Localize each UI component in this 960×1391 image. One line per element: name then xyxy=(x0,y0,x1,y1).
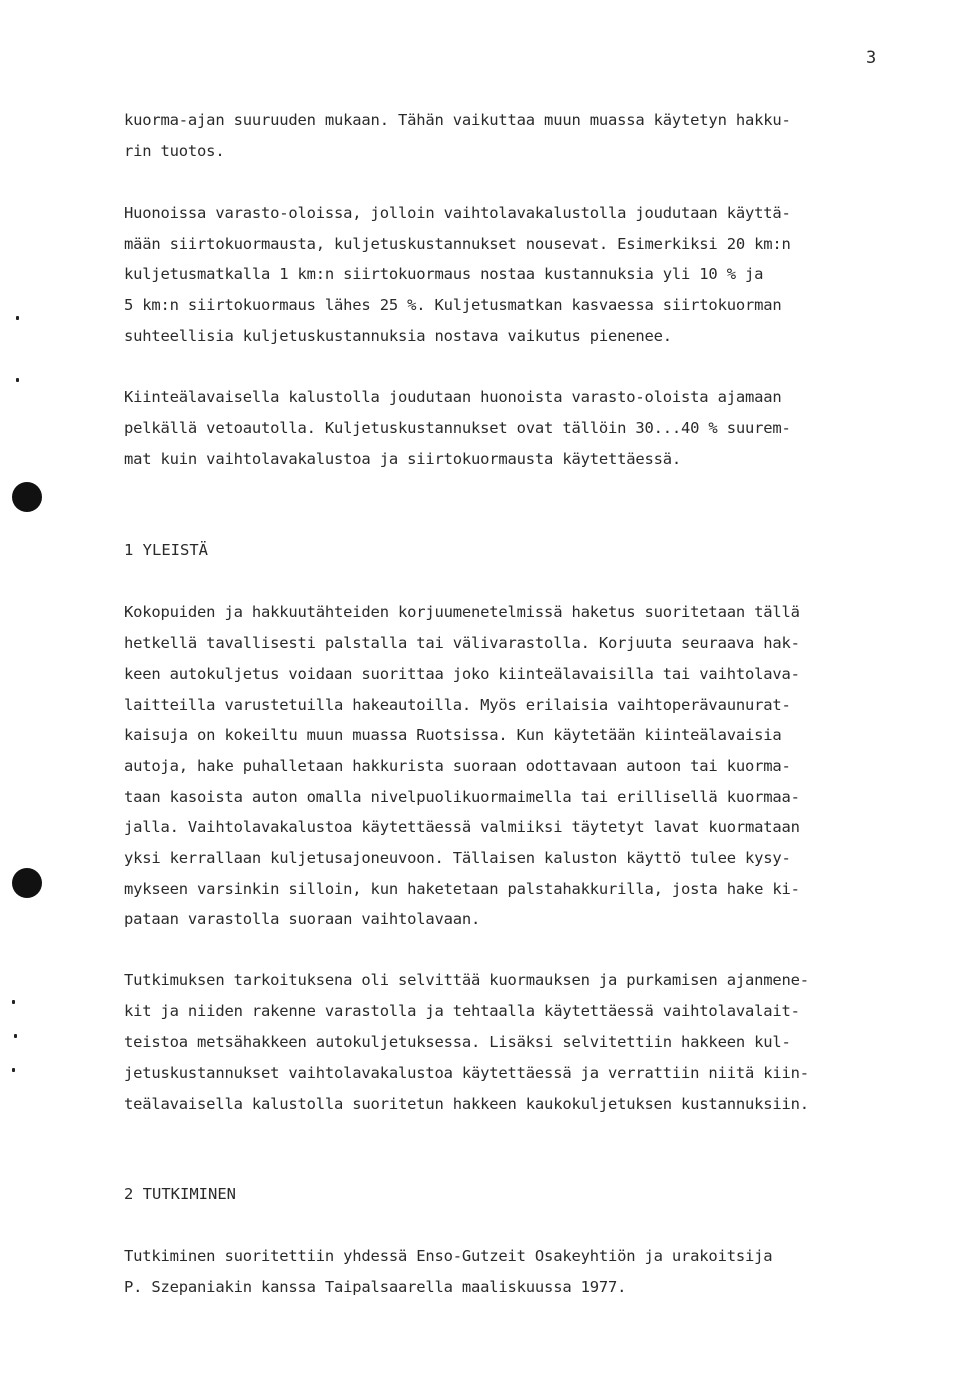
text-line: kaisuja on kokeiltu muun muassa Ruotsissa. Kun käytetään kiinteälavaisia xyxy=(124,726,782,744)
text-line: 5 km:n siirtokuormaus lähes 25 %. Kuljetusmatkan kasvaessa siirtokuorman xyxy=(124,296,782,314)
text-line: autoja, hake puhalletaan hakkurista suoraan odottavaan autoon tai kuorma- xyxy=(124,757,791,775)
text-line: kit ja niiden rakenne varastolla ja tehtaalla käytettäessä vaihtolavalait- xyxy=(124,1002,800,1020)
text-line: suhteellisia kuljetuskustannuksia nostava vaikutus pienenee. xyxy=(124,327,672,345)
text-line: keen autokuljetus voidaan suorittaa joko kiinteälavaisilla tai vaihtolava- xyxy=(124,665,800,683)
scan-speck xyxy=(16,316,19,320)
text-line: jalla. Vaihtolavakalustoa käytettäessä valmiiksi täytetyt lavat kuormataan xyxy=(124,818,800,836)
text-line: mään siirtokuormausta, kuljetuskustannukset nousevat. Esimerkiksi 20 km:n xyxy=(124,235,791,253)
page-number: 3 xyxy=(866,48,877,68)
text-line: teälavaisella kalustolla suoritetun hakkeen kaukokuljetuksen kustannuksiin. xyxy=(124,1095,809,1113)
text-line: mykseen varsinkin silloin, kun haketetaan palstahakkurilla, josta hake ki- xyxy=(124,880,800,898)
text-line: teistoa metsähakkeen autokuljetuksessa. Lisäksi selvitettiin hakkeen kul- xyxy=(124,1033,791,1051)
text-line: Tutkiminen suoritettiin yhdessä Enso-Gutzeit Osakeyhtiön ja urakoitsija xyxy=(124,1247,773,1265)
text-line: kuljetusmatkalla 1 km:n siirtokuormaus nostaa kustannuksia yli 10 % ja xyxy=(124,265,764,283)
text-line: Kiinteälavaisella kalustolla joudutaan huonoista varasto-oloista ajamaan xyxy=(124,388,782,406)
text-line: mat kuin vaihtolavakalustoa ja siirtokuormausta käytettäessä. xyxy=(124,450,682,468)
text-line: taan kasoista auton omalla nivelpuolikuormaimella tai erillisellä kuormaa- xyxy=(124,788,800,806)
text-line: pelkällä vetoautolla. Kuljetuskustannukset ovat tällöin 30...40 % suurem- xyxy=(124,419,791,437)
text-line: hetkellä tavallisesti palstalla tai välivarastolla. Korjuuta seuraava hak- xyxy=(124,634,800,652)
text-line: Huonoissa varasto-oloissa, jolloin vaihtolavakalustolla joudutaan käyttä- xyxy=(124,204,791,222)
section-heading-2: 2 TUTKIMINEN xyxy=(124,1185,236,1203)
text-line: kuorma-ajan suuruuden mukaan. Tähän vaikuttaa muun muassa käytetyn hakku- xyxy=(124,111,791,129)
scan-speck xyxy=(12,1068,15,1072)
text-line: yksi kerrallaan kuljetusajoneuvoon. Tällaisen kaluston käyttö tulee kysy- xyxy=(124,849,791,867)
text-line: pataan varastolla suoraan vaihtolavaan. xyxy=(124,910,481,928)
binder-hole xyxy=(12,482,42,512)
binder-hole xyxy=(12,868,42,898)
text-line: jetuskustannukset vaihtolavakalustoa käytettäessä ja verrattiin niitä kiin- xyxy=(124,1064,809,1082)
text-line: rin tuotos. xyxy=(124,142,225,160)
text-line: P. Szepaniakin kanssa Taipalsaarella maaliskuussa 1977. xyxy=(124,1278,627,1296)
text-line: Tutkimuksen tarkoituksena oli selvittää kuormauksen ja purkamisen ajanmene- xyxy=(124,971,809,989)
scan-speck xyxy=(16,378,19,382)
text-line: Kokopuiden ja hakkuutähteiden korjuumenetelmissä haketus suoritetaan tällä xyxy=(124,603,800,621)
scan-speck xyxy=(12,1000,15,1004)
scan-speck xyxy=(14,1034,17,1038)
section-heading-1: 1 YLEISTÄ xyxy=(124,541,208,559)
text-line: laitteilla varustetuilla hakeautoilla. Myös erilaisia vaihtoperävaunurat- xyxy=(124,696,791,714)
